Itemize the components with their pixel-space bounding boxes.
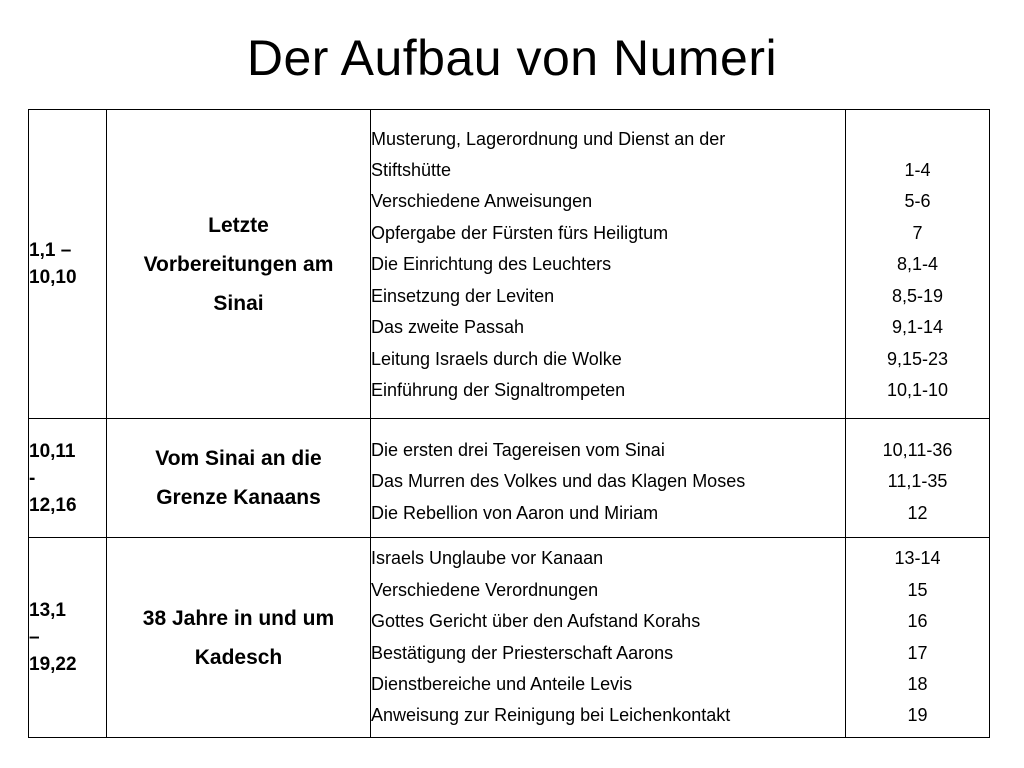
chapter-ref: 10,1-10 <box>886 379 949 400</box>
section-title-cell <box>107 419 371 538</box>
section-title-line: Letzte <box>208 213 269 237</box>
chapter-ref: 11,1-35 <box>887 471 948 492</box>
chapter-ref: 8,5-19 <box>891 285 944 306</box>
list-item: Bestätigung der Priesterschaft Aarons <box>371 642 674 663</box>
list-item: Opfergabe der Fürsten fürs Heiligtum <box>371 222 669 243</box>
chapter-range-line: 13,1 <box>29 600 66 621</box>
chapter-range-line: - <box>29 467 36 489</box>
list-item: Musterung, Lagerordnung und Dienst an der <box>371 128 726 149</box>
chapter-range-cell <box>29 538 107 738</box>
list-item: Stiftshütte <box>371 160 452 181</box>
chapter-ref: 9,1-14 <box>891 317 944 338</box>
content-list-cell <box>371 110 846 419</box>
chapter-refs-cell <box>846 419 990 538</box>
list-item: Verschiedene Verordnungen <box>371 579 599 600</box>
chapter-range-line: 19,22 <box>29 654 77 675</box>
table-row <box>29 110 990 419</box>
list-item: Anweisung zur Reinigung bei Leichenkontakt <box>371 705 731 726</box>
chapter-range-cell <box>29 419 107 538</box>
structure-table <box>28 109 990 738</box>
list-item: Das Murren des Volkes und das Klagen Moses <box>371 471 746 492</box>
chapter-range-line: 10,11 <box>29 440 76 462</box>
list-item: Israels Unglaube vor Kanaan <box>371 548 604 569</box>
section-title-line: Vom Sinai an die <box>155 447 322 470</box>
chapter-ref: 19 <box>907 705 928 726</box>
page-title: Der Aufbau von Numeri <box>246 30 778 86</box>
list-item: Das zweite Passah <box>371 317 525 338</box>
chapter-ref: 1-4 <box>904 160 931 181</box>
chapter-ref: 8,1-4 <box>896 254 939 275</box>
table-row <box>29 538 990 738</box>
list-item: Einführung der Signaltrompeten <box>371 379 626 400</box>
chapter-ref: 13-14 <box>894 548 941 569</box>
chapter-range-line: 12,16 <box>29 494 77 516</box>
chapter-refs-cell <box>846 110 990 419</box>
chapter-ref: 5-6 <box>904 191 931 212</box>
section-title-line: Grenze Kanaans <box>156 486 321 509</box>
list-item: Die Rebellion von Aaron und Miriam <box>371 502 659 523</box>
chapter-range-line: 10,10 <box>29 267 77 288</box>
chapter-ref: 17 <box>907 642 928 663</box>
chapter-ref: 18 <box>907 673 928 694</box>
section-title-cell <box>107 538 371 738</box>
chapter-ref: 12 <box>907 502 928 523</box>
list-item: Die Einrichtung des Leuchters <box>371 254 612 275</box>
table-row <box>29 419 990 538</box>
chapter-ref: 16 <box>907 611 928 632</box>
chapter-ref: 7 <box>912 222 923 243</box>
section-title-line: Kadesch <box>194 645 283 669</box>
content-list-cell <box>371 419 846 538</box>
list-item: Verschiedene Anweisungen <box>371 191 593 212</box>
list-item: Die ersten drei Tagereisen vom Sinai <box>371 439 665 460</box>
chapter-ref: 15 <box>907 579 928 600</box>
section-title-cell <box>107 110 371 419</box>
list-item: Leitung Israels durch die Wolke <box>371 348 622 369</box>
chapter-range-line: – <box>29 627 40 648</box>
list-item: Dienstbereiche und Anteile Levis <box>371 673 633 694</box>
chapter-range-line: 1,1 – <box>29 240 72 261</box>
section-title-line: Vorbereitungen am <box>143 252 334 276</box>
list-item: Gottes Gericht über den Aufstand Korahs <box>371 611 701 632</box>
section-title-line: Sinai <box>213 291 264 315</box>
content-list-cell <box>371 538 846 738</box>
chapter-ref: 9,15-23 <box>886 348 949 369</box>
chapter-refs-cell <box>846 538 990 738</box>
section-title-line: 38 Jahre in und um <box>142 606 335 630</box>
chapter-range-cell <box>29 110 107 419</box>
chapter-ref <box>846 124 989 155</box>
list-item: Einsetzung der Leviten <box>371 285 555 306</box>
chapter-ref: 10,11-36 <box>882 439 953 460</box>
